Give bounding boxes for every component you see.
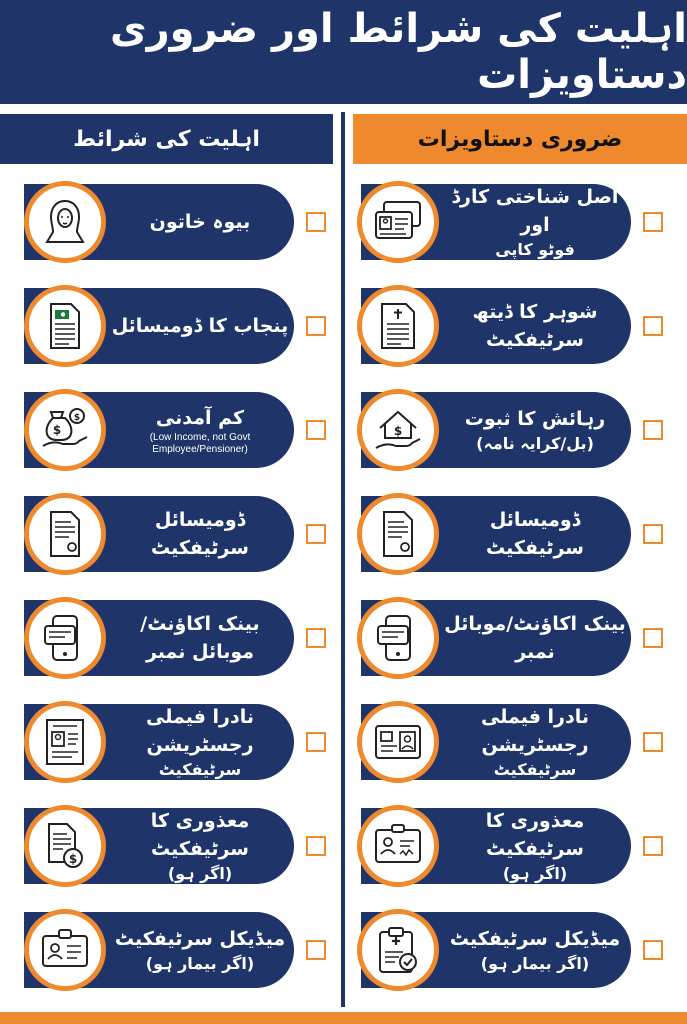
row-label-group <box>443 808 627 884</box>
row-label: میڈیکل سرٹیفکیٹ <box>449 928 621 950</box>
mobile-phone-icon <box>39 612 91 664</box>
row-label: پنجاب کا ڈومیسائل <box>111 315 289 337</box>
header-banner <box>0 0 687 104</box>
row-label-group <box>443 184 627 260</box>
icon-circle <box>357 389 439 471</box>
id-badge-icon <box>39 924 91 976</box>
row-label-group <box>443 600 627 676</box>
document-row <box>345 596 687 680</box>
document-dollar-icon <box>39 820 91 872</box>
medical-clipboard-icon <box>372 924 424 976</box>
document-row <box>345 700 687 784</box>
eligibility-row <box>0 596 341 680</box>
document-row <box>345 804 687 888</box>
row-label-group <box>110 496 290 572</box>
document-row <box>345 492 687 576</box>
icon-circle <box>357 181 439 263</box>
icon-circle <box>24 701 106 783</box>
row-sublabel: فوٹو کاپی <box>495 240 575 259</box>
checkbox[interactable] <box>643 836 663 856</box>
icon-circle <box>357 805 439 887</box>
row-sublabel: (اگر بیمار ہو) <box>145 954 255 973</box>
eligibility-row <box>0 180 341 264</box>
disability-card-icon <box>372 820 424 872</box>
icon-circle <box>24 181 106 263</box>
row-label-group <box>443 288 627 364</box>
checkbox[interactable] <box>306 420 326 440</box>
icon-circle <box>24 493 106 575</box>
eligibility-row <box>0 804 341 888</box>
row-label: رہائش کا ثبوت <box>464 408 606 430</box>
document-row <box>345 284 687 368</box>
row-label: بیوہ خاتون <box>149 211 251 233</box>
row-sublabel: (اگر بیمار ہو) <box>480 954 590 973</box>
checkbox[interactable] <box>306 524 326 544</box>
row-label: شوہر کا ڈیتھ سرٹیفکیٹ <box>472 301 598 351</box>
checkbox[interactable] <box>643 212 663 232</box>
checkbox[interactable] <box>643 940 663 960</box>
row-label: اصل شناختی کارڈ اور <box>451 186 619 236</box>
row-label-group <box>110 600 290 676</box>
row-label-group <box>110 704 290 780</box>
death-certificate-icon <box>372 300 424 352</box>
eligibility-row <box>0 388 341 472</box>
documents-column-header: ضروری دستاویزات <box>353 114 687 164</box>
icon-circle <box>357 285 439 367</box>
icon-circle <box>24 285 106 367</box>
eligibility-row <box>0 492 341 576</box>
eligibility-row <box>0 908 341 992</box>
row-sublabel: (اگر ہو) <box>167 864 233 883</box>
row-label: بینک اکاؤنٹ/موبائل نمبر <box>444 613 626 663</box>
icon-circle <box>357 701 439 783</box>
row-label: ڈومیسائل سرٹیفکیٹ <box>151 509 249 559</box>
row-label: میڈیکل سرٹیفکیٹ <box>114 928 286 950</box>
checkbox[interactable] <box>643 524 663 544</box>
checkbox[interactable] <box>306 732 326 752</box>
icon-circle <box>357 597 439 679</box>
row-sublabel: سرٹیفکیٹ <box>158 760 242 779</box>
row-sublabel: سرٹیفکیٹ <box>493 760 577 779</box>
checkbox[interactable] <box>306 940 326 960</box>
row-note: (Low Income, not Govt Employee/Pensioner) <box>149 432 251 455</box>
icon-circle <box>357 493 439 575</box>
checkbox[interactable] <box>643 732 663 752</box>
family-id-card-icon <box>372 716 424 768</box>
row-label: ڈومیسائل سرٹیفکیٹ <box>486 509 584 559</box>
eligibility-row <box>0 700 341 784</box>
punjab-domicile-document-icon <box>39 300 91 352</box>
row-label: معذوری کا سرٹیفکیٹ <box>150 810 250 860</box>
icon-circle <box>24 805 106 887</box>
row-label-group <box>443 392 627 468</box>
eligibility-row <box>0 284 341 368</box>
row-label-group <box>110 184 290 260</box>
row-label-group <box>110 808 290 884</box>
row-label: نادرا فیملی رجسٹریشن <box>481 706 589 756</box>
row-label-group <box>443 704 627 780</box>
checkbox[interactable] <box>643 420 663 440</box>
row-label-group <box>110 392 290 468</box>
icon-circle <box>357 909 439 991</box>
checkbox[interactable] <box>306 212 326 232</box>
row-label: معذوری کا سرٹیفکیٹ <box>485 810 585 860</box>
mobile-phone-icon <box>372 612 424 664</box>
eligibility-column-header: اہلیت کی شرائط <box>0 114 333 164</box>
registration-form-icon <box>39 716 91 768</box>
row-label-group <box>110 912 290 988</box>
checkbox[interactable] <box>306 836 326 856</box>
document-row <box>345 908 687 992</box>
icon-circle <box>24 909 106 991</box>
id-cards-icon <box>372 196 424 248</box>
document-row <box>345 180 687 264</box>
certificate-document-icon <box>39 508 91 560</box>
house-hand-icon <box>372 404 424 456</box>
page-title: اہلیت کی شرائط اور ضروری دستاویزات <box>109 6 687 98</box>
icon-circle <box>24 597 106 679</box>
checkbox[interactable] <box>306 628 326 648</box>
row-sublabel: (اگر ہو) <box>502 864 568 883</box>
row-label-group <box>110 288 290 364</box>
money-bag-hand-icon <box>39 404 91 456</box>
certificate-document-icon <box>372 508 424 560</box>
checkbox[interactable] <box>643 628 663 648</box>
row-sublabel: (بل/کرایہ نامہ) <box>476 434 594 453</box>
row-label: کم آمدنی <box>155 407 245 429</box>
row-label-group <box>443 496 627 572</box>
footer-bar <box>0 1012 687 1024</box>
row-label: نادرا فیملی رجسٹریشن <box>146 706 254 756</box>
row-label: بینک اکاؤنٹ/موبائل نمبر <box>140 613 260 663</box>
checkbox[interactable] <box>306 316 326 336</box>
document-row <box>345 388 687 472</box>
checkbox[interactable] <box>643 316 663 336</box>
row-label-group <box>443 912 627 988</box>
widow-woman-icon <box>39 196 91 248</box>
icon-circle <box>24 389 106 471</box>
